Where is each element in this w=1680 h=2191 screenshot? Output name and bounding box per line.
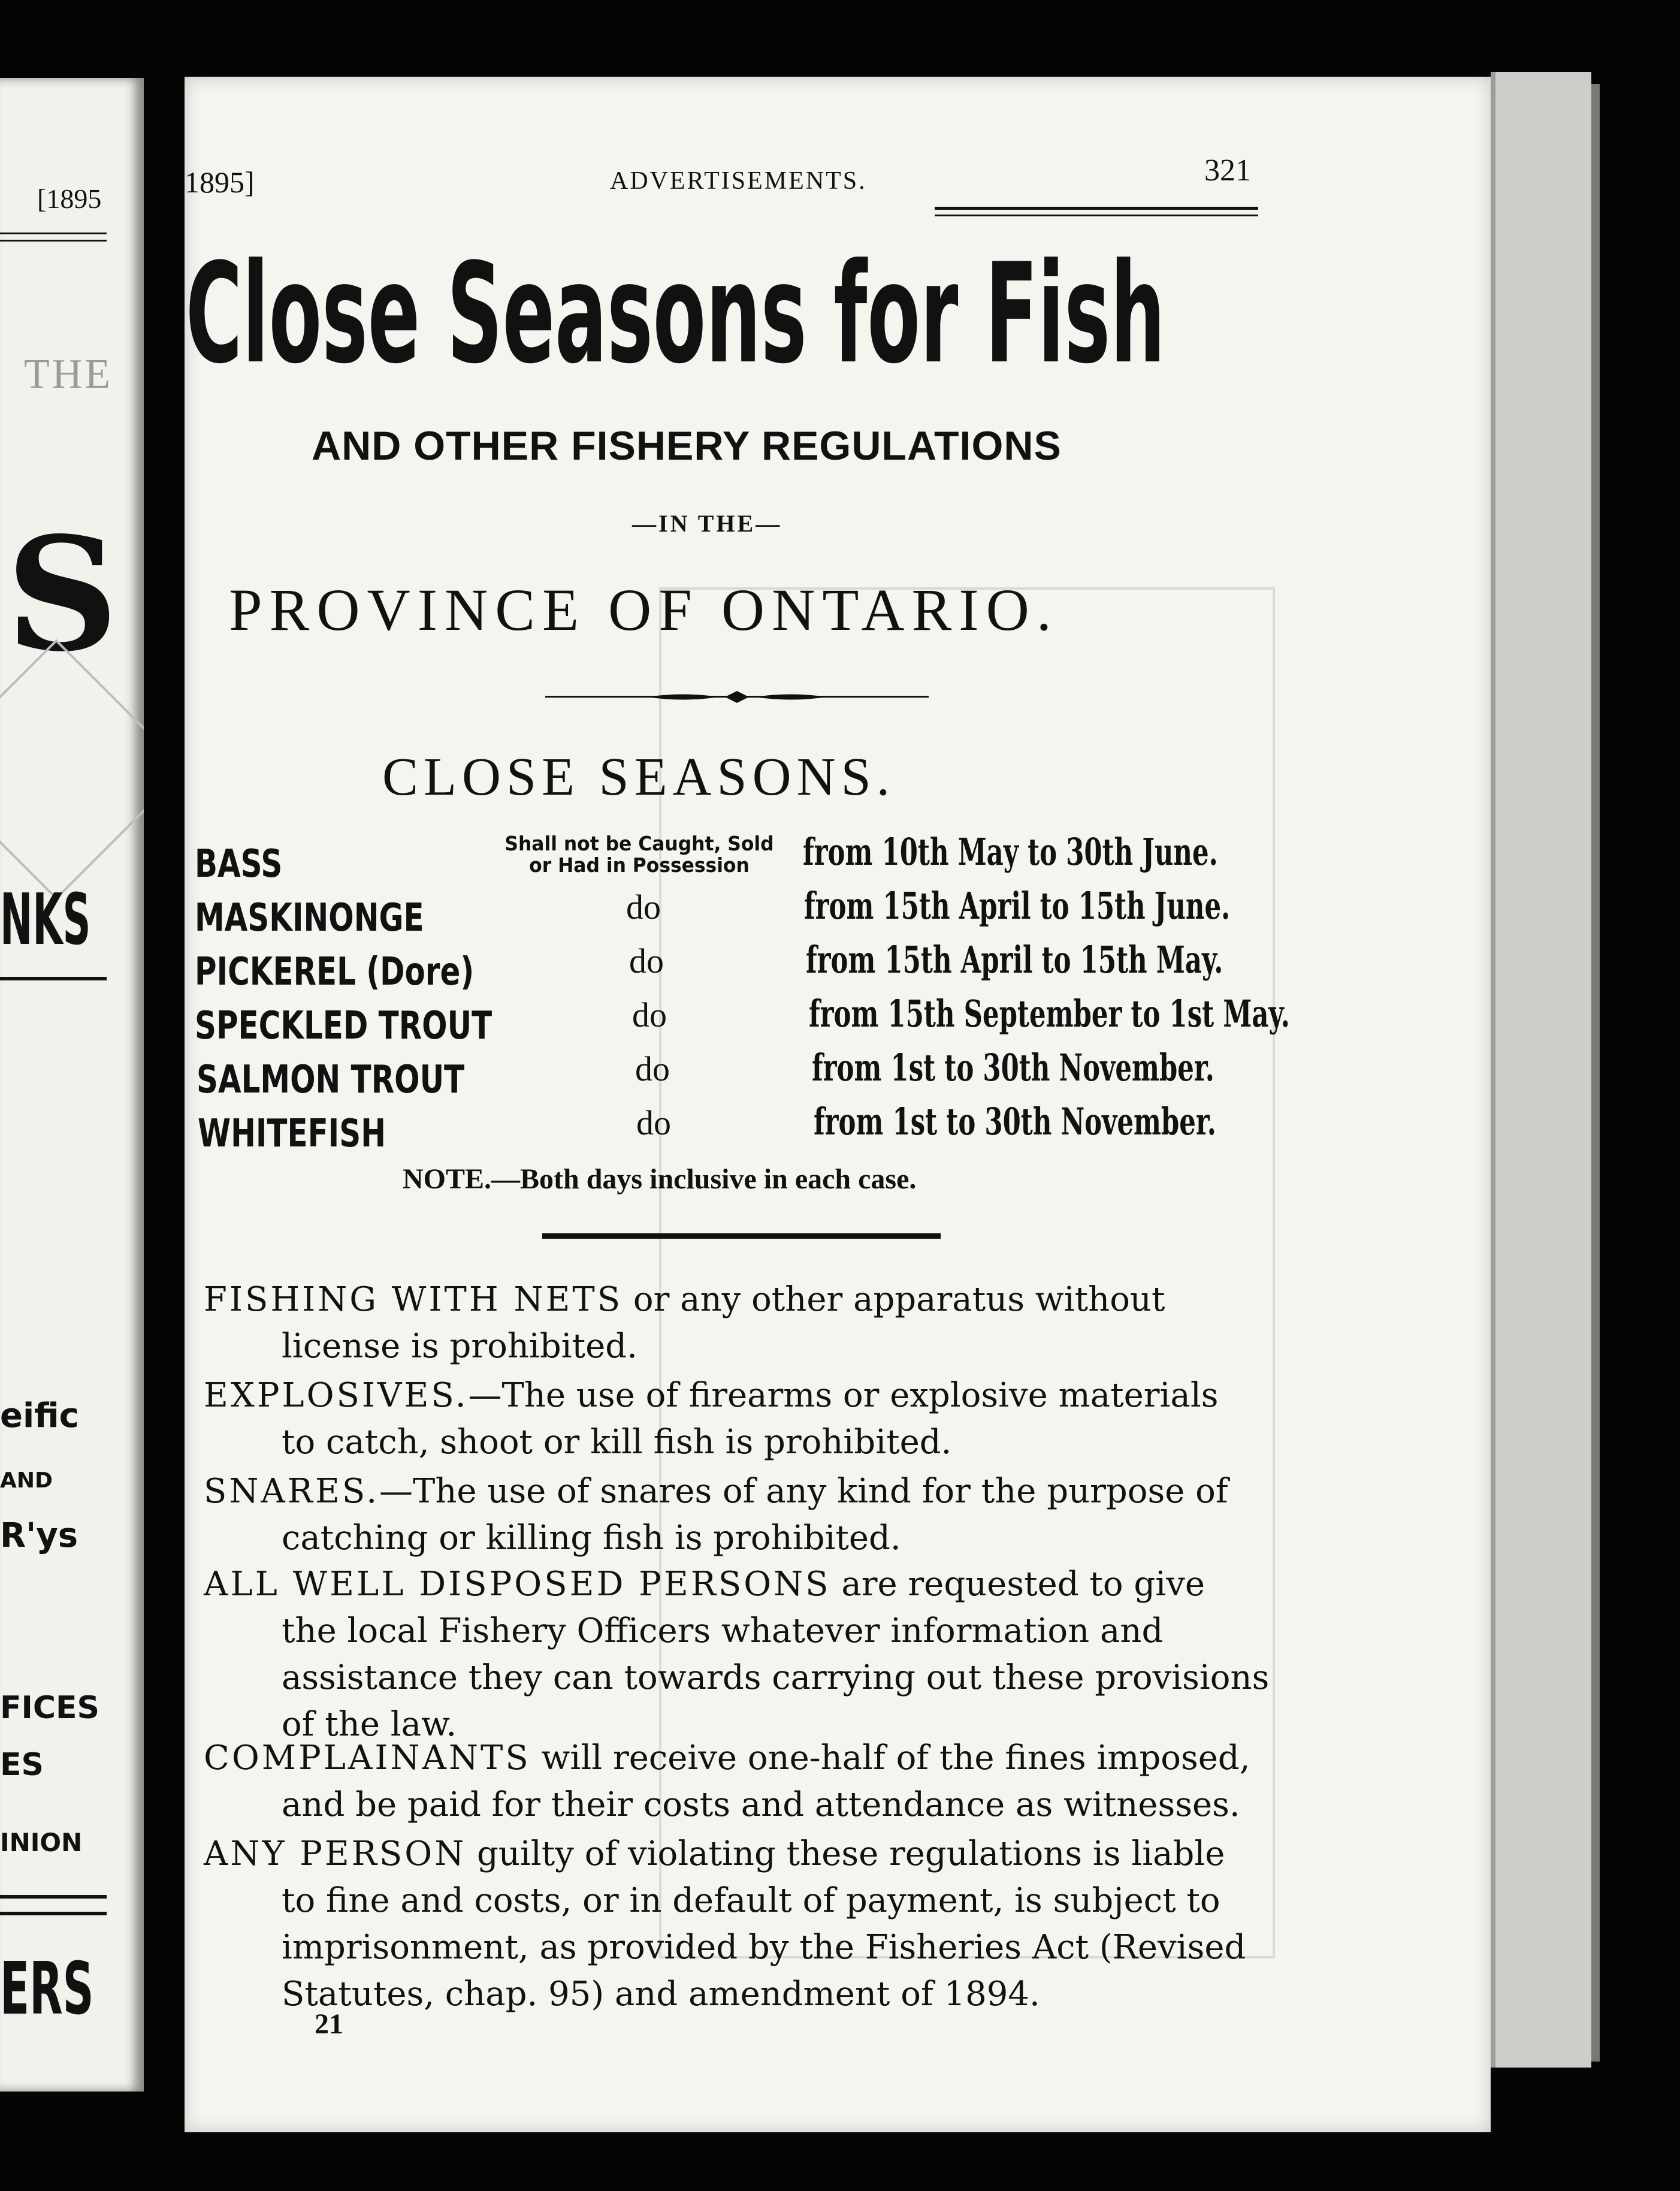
fish-name: SALMON TROUT (197, 1058, 465, 1102)
regulation-line: guilty of violating these regulations is liable (466, 1834, 1225, 1873)
left-page-and: AND (0, 1468, 53, 1493)
regulation-lead: COMPLAINANTS (204, 1739, 531, 1777)
regulation-paragraph (204, 1276, 1288, 1370)
left-page-ers: ERS (0, 1948, 94, 2031)
ditto-mark: do (626, 888, 661, 927)
ditto-mark: do (632, 995, 667, 1034)
ditto-mark: do (629, 941, 664, 980)
page-edge (1491, 72, 1591, 2068)
regulation-continuation: to fine and costs, or in default of payment, is subject to imprisonment, as provided by the Fisheries Act (Revised Statutes, chap. 95) and amendment of 1894. (282, 1881, 1246, 2014)
main-title: Close Seasons for Fish (186, 234, 1165, 394)
in-the-label: —IN THE— (632, 510, 782, 537)
regulation-continuation: and be paid for their costs and attendance as witnesses. (282, 1785, 1240, 1824)
left-page-the: THE (24, 351, 113, 397)
left-page-nks: NKS (0, 878, 91, 961)
province-heading: PROVINCE OF ONTARIO. (229, 577, 1059, 643)
ornamental-divider (545, 689, 929, 705)
season-period: from 15th April to 15th May. (806, 938, 1223, 982)
close-season-rule: Shall not be Caught, Sold or Had in Possession (504, 832, 774, 877)
regulation-lead: EXPLOSIVES. (204, 1376, 469, 1415)
fish-name: MASKINONGE (195, 896, 424, 940)
signature-number: 21 (315, 2008, 343, 2040)
header-rule (935, 207, 1258, 210)
ditto-mark: do (635, 1049, 670, 1088)
regulation-lead: ANY PERSON (204, 1834, 467, 1873)
left-page-eific: eific (0, 1396, 79, 1435)
season-period: from 15th April to 15th June. (804, 884, 1231, 928)
regulation-continuation: license is prohibited. (282, 1327, 637, 1366)
regulation-continuation: catching or killing fish is prohibited. (282, 1519, 901, 1558)
regulation-line: —The use of snares of any kind for the purpose of (379, 1472, 1228, 1511)
regulation-paragraph (204, 1468, 1288, 1562)
fish-name: WHITEFISH (198, 1112, 386, 1156)
left-page-fices: FICES (0, 1690, 100, 1726)
close-seasons-heading: CLOSE SEASONS. (382, 747, 896, 807)
season-period: from 15th September to 1st May. (809, 992, 1290, 1036)
regulation-lead: SNARES. (204, 1472, 380, 1511)
header-rule (935, 215, 1258, 216)
regulation-continuation: the local Fishery Officers whatever information and assistance they can towards carrying out these provisions of the law. (282, 1611, 1270, 1744)
regulation-lead: ALL WELL DISPOSED PERSONS (204, 1565, 831, 1604)
header-year: 1895] (185, 165, 255, 199)
regulation-continuation: to catch, shoot or kill fish is prohibited. (282, 1423, 952, 1462)
regulation-line: —The use of firearms or explosive materials (468, 1376, 1219, 1415)
left-facing-page (0, 78, 144, 2092)
left-page-es: ES (0, 1747, 44, 1783)
left-page-year: [1895 (37, 183, 102, 214)
fish-name: SPECKLED TROUT (195, 1004, 492, 1048)
ditto-mark: do (636, 1103, 671, 1142)
header-title: ADVERTISEMENTS. (610, 167, 867, 195)
regulation-paragraph (204, 1372, 1288, 1466)
left-page-rys: R'ys (0, 1516, 78, 1555)
left-page-big-letter: S (6, 503, 119, 686)
left-page-rule (0, 1912, 107, 1915)
regulation-line: are requested to give (830, 1565, 1205, 1604)
fish-name: PICKEREL (Dore) (195, 950, 475, 994)
regulation-line: will receive one-half of the fines imposed, (530, 1739, 1250, 1777)
left-page-rule (0, 233, 107, 234)
regulation-paragraph (204, 1831, 1288, 2018)
left-page-diamond-ornament (0, 639, 144, 900)
season-period: from 1st to 30th November. (814, 1100, 1216, 1143)
regulation-paragraph (204, 1735, 1288, 1828)
page-number: 321 (1204, 153, 1251, 188)
regulation-lead: FISHING WITH NETS (204, 1280, 623, 1319)
note: NOTE.—Both days inclusive in each case. (403, 1163, 917, 1195)
left-page-rule (0, 1895, 107, 1899)
left-page-inion: INION (0, 1828, 83, 1857)
section-rule (542, 1233, 941, 1239)
fish-name: BASS (195, 842, 283, 886)
subtitle: AND OTHER FISHERY REGULATIONS (312, 423, 1062, 469)
left-page-rule (0, 977, 107, 980)
regulation-line: or any other apparatus without (623, 1280, 1165, 1319)
season-period: from 10th May to 30th June. (803, 830, 1218, 874)
left-page-rule (0, 240, 107, 242)
regulation-paragraph (204, 1561, 1288, 1748)
season-period: from 1st to 30th November. (812, 1046, 1214, 1090)
